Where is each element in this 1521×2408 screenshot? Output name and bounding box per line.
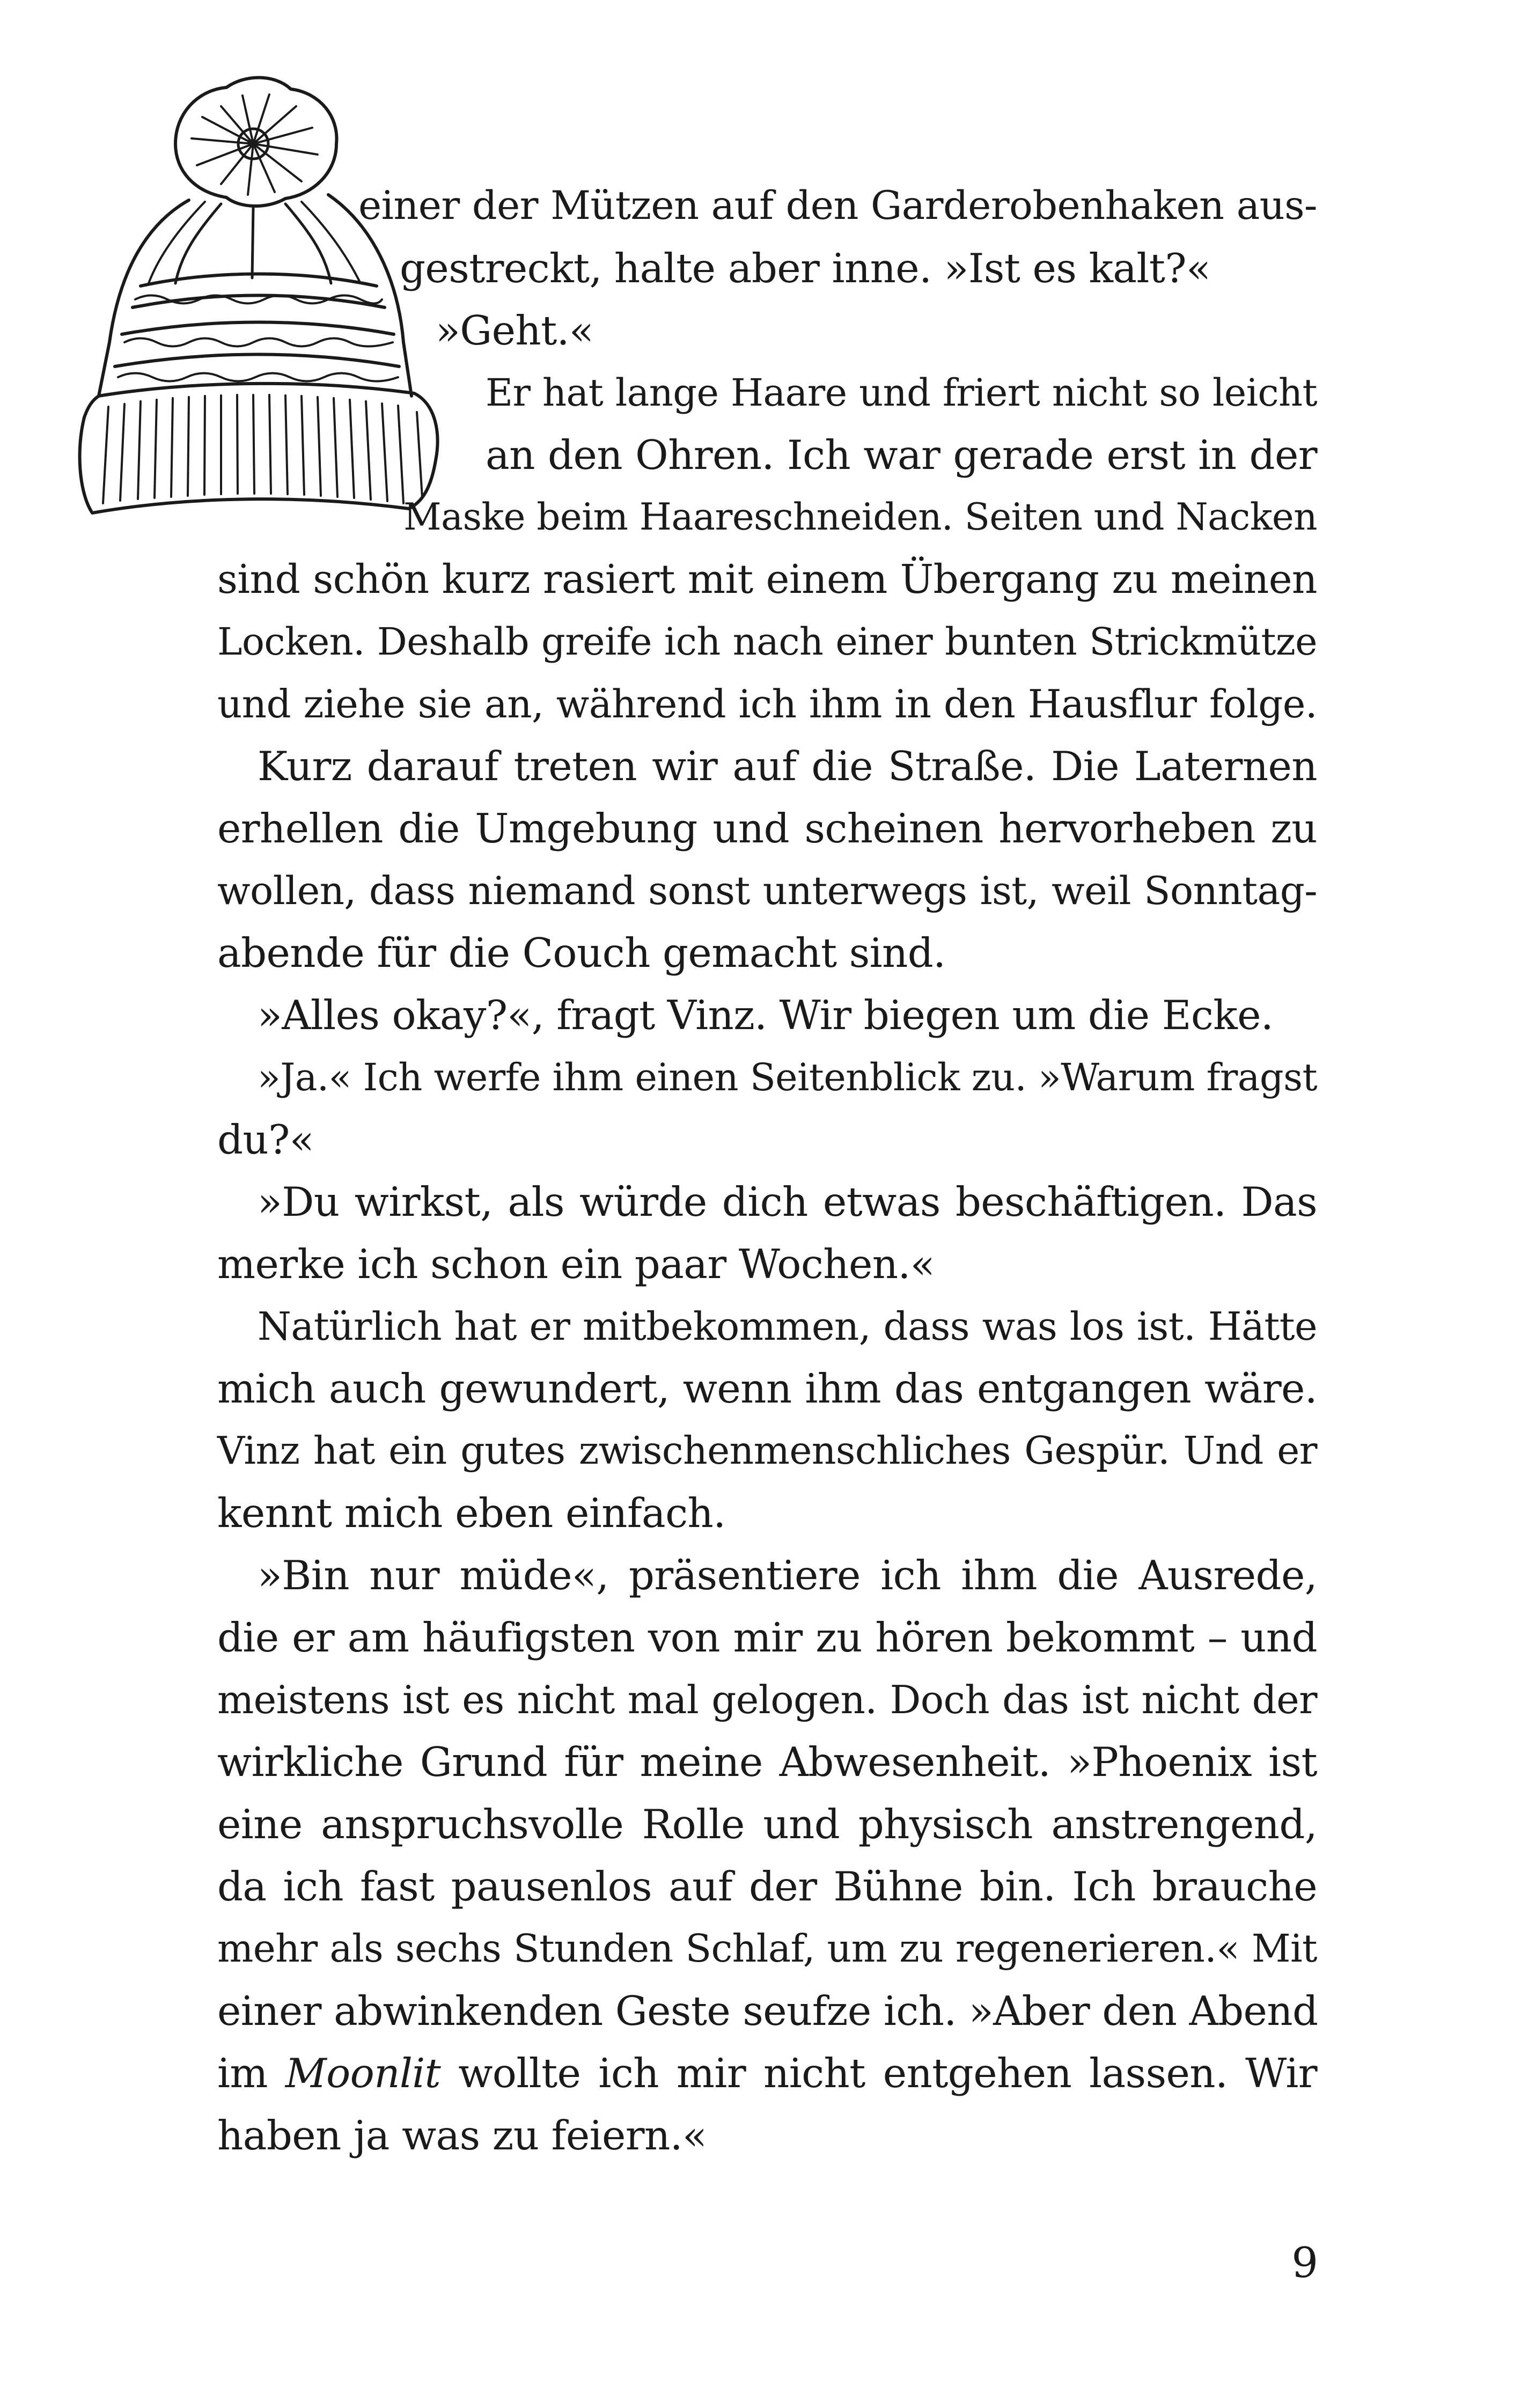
text-line: merke ich schon ein paar Wochen.« [217, 1240, 935, 1288]
text-line: du?« [217, 1116, 314, 1163]
text-line: und ziehe sie an, während ich ihm in den Hausflur folge. [217, 681, 1317, 726]
text-line: »Ja.« Ich werfe ihm einen Seitenblick zu. »Warum fragst [258, 1055, 1317, 1099]
text-line: an den Ohren. Ich war gerade erst in der [486, 431, 1317, 479]
text-line: einer abwinkenden Geste seufze ich. »Aber den Abend [217, 1987, 1318, 2035]
text-line: Locken. Deshalb greife ich nach einer bunten Strickmütze [217, 620, 1317, 664]
text-line: da ich fast pausenlos auf der Bühne bin. Ich brauche [217, 1863, 1317, 1910]
text-line: »Alles okay?«, fragt Vinz. Wir biegen um die Ecke. [258, 992, 1274, 1039]
text-line: eine anspruchsvolle Rolle und physisch anstrengend, [217, 1801, 1317, 1848]
text-segment: im [217, 2050, 285, 2097]
text-line: Er hat lange Haare und friert nicht so leicht [486, 371, 1317, 415]
text-line: gestreckt, halte aber inne. »Ist es kalt?« [400, 245, 1211, 292]
text-line: wollen, dass niemand sonst unterwegs ist, weil Sonntag- [217, 868, 1317, 913]
text-line: »Geht.« [436, 307, 594, 354]
text-line: Vinz hat ein gutes zwischenmenschliches Gespür. Und er [217, 1428, 1317, 1473]
text-line: meistens ist es nicht mal gelogen. Doch das ist nicht der [217, 1677, 1317, 1722]
text-line: sind schön kurz rasiert mit einem Übergang zu meinen [217, 556, 1317, 603]
knit-beanie-icon [60, 63, 452, 562]
text-line: mehr als sechs Stunden Schlaf, um zu regenerieren.« Mit [217, 1926, 1317, 1971]
text-line: die er am häufigsten von mir zu hören bekommt – und [217, 1614, 1317, 1661]
text-line: haben ja was zu feiern.« [217, 2112, 707, 2159]
text-line: mich auch gewundert, wenn ihm das entgangen wäre. [217, 1365, 1317, 1412]
text-line: Natürlich hat er mitbekommen, dass was los ist. Hätte [258, 1304, 1317, 1349]
text-line: »Bin nur müde«, präsentiere ich ihm die Ausrede, [258, 1552, 1317, 1599]
text-line: Maske beim Haareschneiden. Seiten und Nacken [403, 496, 1317, 539]
text-line: Kurz darauf treten wir auf die Straße. Die Laternen [258, 743, 1317, 790]
text-line: einer der Mützen auf den Garderobenhaken aus- [358, 183, 1317, 229]
moonlit-italic: Moonlit [285, 2050, 441, 2097]
text-line: erhellen die Umgebung und scheinen hervorheben zu [217, 805, 1317, 852]
page-number: 9 [1291, 2239, 1318, 2287]
text-line: abende für die Couch gemacht sind. [217, 929, 946, 977]
text-line [217, 2042, 1317, 2104]
text-line: »Du wirkst, als würde dich etwas beschäftigen. Das [258, 1178, 1317, 1225]
text-segment: wollte ich mir nicht entgehen lassen. Wir [440, 2050, 1317, 2097]
text-line: kennt mich eben einfach. [217, 1489, 726, 1537]
text-line: wirkliche Grund für meine Abwesenheit. »Phoenix ist [217, 1738, 1317, 1786]
